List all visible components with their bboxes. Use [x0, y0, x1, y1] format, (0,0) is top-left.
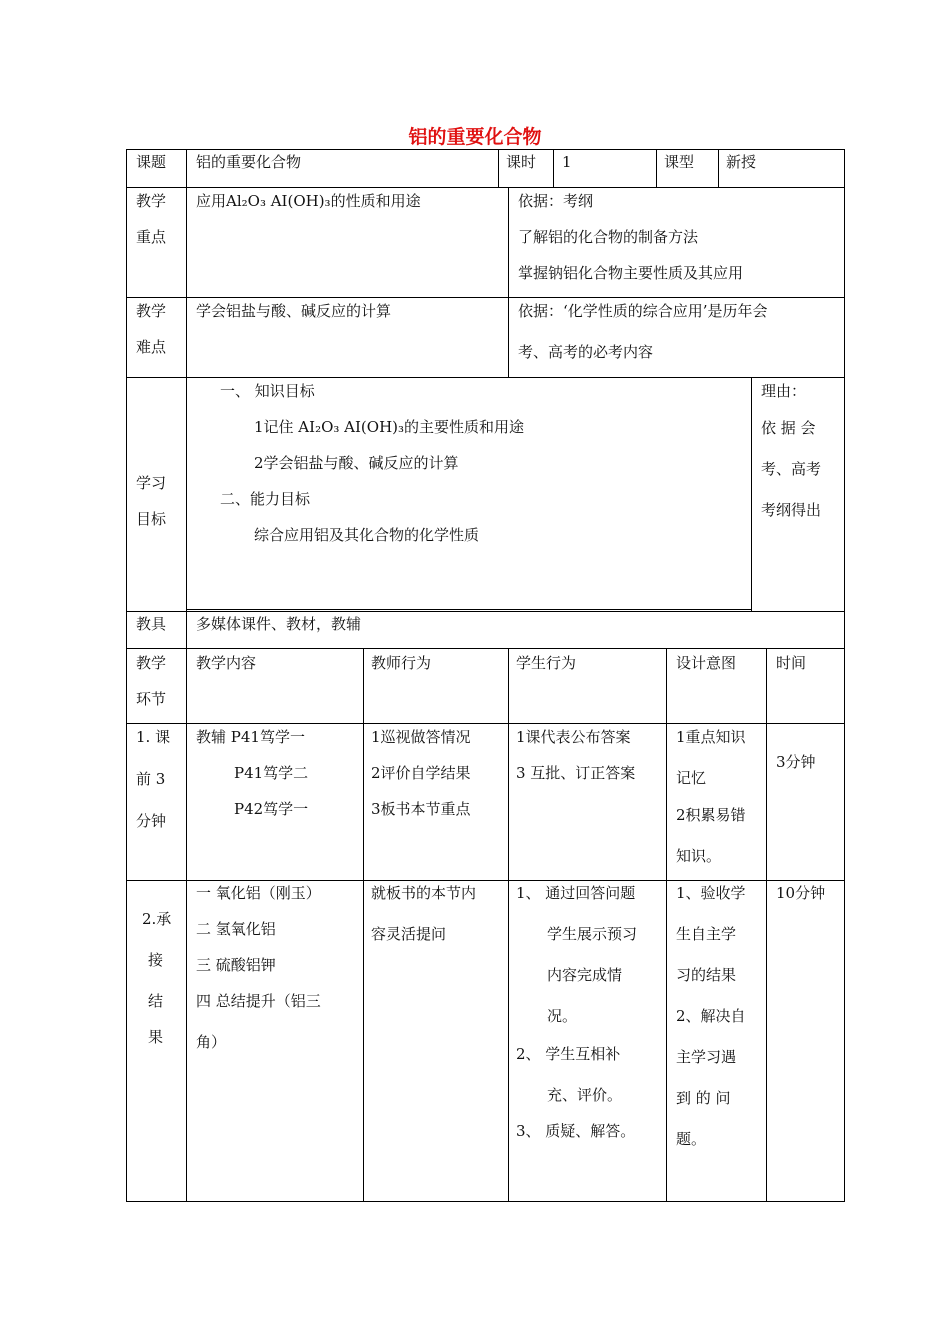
- stage-2-student: 充、评价。: [547, 1086, 623, 1104]
- key-points-label-2: 重点: [136, 228, 167, 246]
- key-points-basis: 掌握钠铝化合物主要性质及其应用: [518, 264, 744, 282]
- stage-2-student: 2、 学生互相补: [516, 1045, 621, 1063]
- reason-line: 依 据 会: [761, 419, 816, 437]
- lesson-type-value: 新授: [726, 153, 757, 171]
- objective-line: 一、 知识目标: [220, 382, 315, 400]
- stage-1-student: 3 互批、订正答案: [516, 764, 636, 782]
- reason-line: 考纲得出: [761, 501, 822, 519]
- key-points-content: 应用Al₂O₃ AI(OH)₃的性质和用途: [196, 192, 421, 210]
- reason-line: 考、高考: [761, 460, 822, 478]
- stage-2-teacher: 容灵活提问: [371, 925, 447, 943]
- stage-2-student: 学生展示预习: [547, 925, 638, 943]
- stage-2-content: 一 氧化铝（刚玉）: [196, 884, 321, 902]
- objectives-label-2: 目标: [136, 510, 167, 528]
- objective-line: 综合应用铝及其化合物的化学性质: [254, 526, 480, 544]
- stage-2-label: 2.承: [142, 910, 172, 928]
- period-label: 课时: [506, 153, 537, 171]
- objectives-label: 学习: [136, 474, 167, 492]
- difficulty-content: 学会铝盐与酸、碱反应的计算: [196, 302, 392, 320]
- stage-1-intent: 知识。: [676, 847, 722, 865]
- stage-2-intent: 生自主学: [676, 925, 737, 943]
- objective-line: 2学会铝盐与酸、碱反应的计算: [254, 454, 459, 472]
- stage-1-content: 教辅 P41笃学一: [196, 728, 305, 746]
- stage-2-label: 接: [148, 951, 164, 969]
- stage-2-label: 果: [148, 1028, 164, 1046]
- stage-2-intent: 习的结果: [676, 966, 737, 984]
- key-points-basis: 了解铝的化合物的制备方法: [518, 228, 699, 246]
- stage-1-intent: 1重点知识: [676, 728, 746, 746]
- stage-1-content: P42笃学一: [234, 800, 309, 818]
- objective-line: 二、能力目标: [220, 490, 311, 508]
- objective-line: 1记住 AI₂O₃ AI(OH)₃的主要性质和用途: [254, 418, 525, 436]
- subject-label: 课题: [136, 153, 167, 171]
- stage-2-intent: 1、验收学: [676, 884, 746, 902]
- difficulty-basis: 考、高考的必考内容: [518, 343, 654, 361]
- stage-1-intent: 记忆: [676, 769, 707, 787]
- reason-line: 理由：: [761, 382, 807, 400]
- page-title: 铝的重要化合物: [408, 126, 542, 148]
- col-header-time: 时间: [776, 654, 807, 672]
- stage-2-content: 角）: [196, 1033, 227, 1051]
- key-points-basis: 依据：考纲: [518, 192, 594, 210]
- stage-2-intent: 到 的 问: [676, 1089, 731, 1107]
- stage-2-label: 结: [148, 992, 164, 1010]
- difficulty-label-2: 难点: [136, 338, 167, 356]
- col-header-student: 学生行为: [516, 654, 577, 672]
- materials-label: 教具: [136, 615, 167, 633]
- stage-1-intent: 2积累易错: [676, 806, 746, 824]
- stage-1-teacher: 2评价自学结果: [371, 764, 471, 782]
- stage-2-student: 内容完成情: [547, 966, 623, 984]
- stage-2-student: 1、 通过回答问题: [516, 884, 636, 902]
- key-points-label: 教学: [136, 192, 167, 210]
- stage-2-content: 四 总结提升（铝三: [196, 992, 321, 1010]
- stage-label: 教学: [136, 654, 167, 672]
- stage-1-label: 1. 课: [136, 728, 171, 746]
- col-header-teacher: 教师行为: [371, 654, 432, 672]
- subject-value: 铝的重要化合物: [196, 153, 302, 171]
- col-header-intent: 设计意图: [676, 654, 737, 672]
- stage-1-label: 分钟: [136, 812, 167, 830]
- difficulty-basis: 依据：‘化学性质的综合应用’是历年会: [518, 302, 768, 320]
- stage-2-teacher: 就板书的本节内: [371, 884, 477, 902]
- stage-1-teacher: 1巡视做答情况: [371, 728, 471, 746]
- stage-2-content: 三 硫酸铝钾: [196, 956, 276, 974]
- difficulty-label: 教学: [136, 302, 167, 320]
- stage-2-time: 10分钟: [776, 884, 826, 902]
- stage-1-label: 前 3: [136, 770, 166, 788]
- stage-2-student: 况。: [547, 1007, 578, 1025]
- stage-1-student: 1课代表公布答案: [516, 728, 631, 746]
- stage-2-student: 3、 质疑、解答。: [516, 1122, 636, 1140]
- stage-2-intent: 主学习遇: [676, 1048, 737, 1066]
- col-header-content: 教学内容: [196, 654, 257, 672]
- stage-label-2: 环节: [136, 690, 167, 708]
- period-value: 1: [562, 153, 572, 171]
- materials-content: 多媒体课件、教材，教辅: [196, 615, 362, 633]
- lesson-type-label: 课型: [664, 153, 695, 171]
- stage-2-intent: 2、解决自: [676, 1007, 746, 1025]
- stage-1-time: 3分钟: [776, 753, 816, 771]
- stage-2-intent: 题。: [676, 1130, 707, 1148]
- stage-1-content: P41笃学二: [234, 764, 309, 782]
- stage-1-teacher: 3板书本节重点: [371, 800, 471, 818]
- stage-2-content: 二 氢氧化铝: [196, 920, 276, 938]
